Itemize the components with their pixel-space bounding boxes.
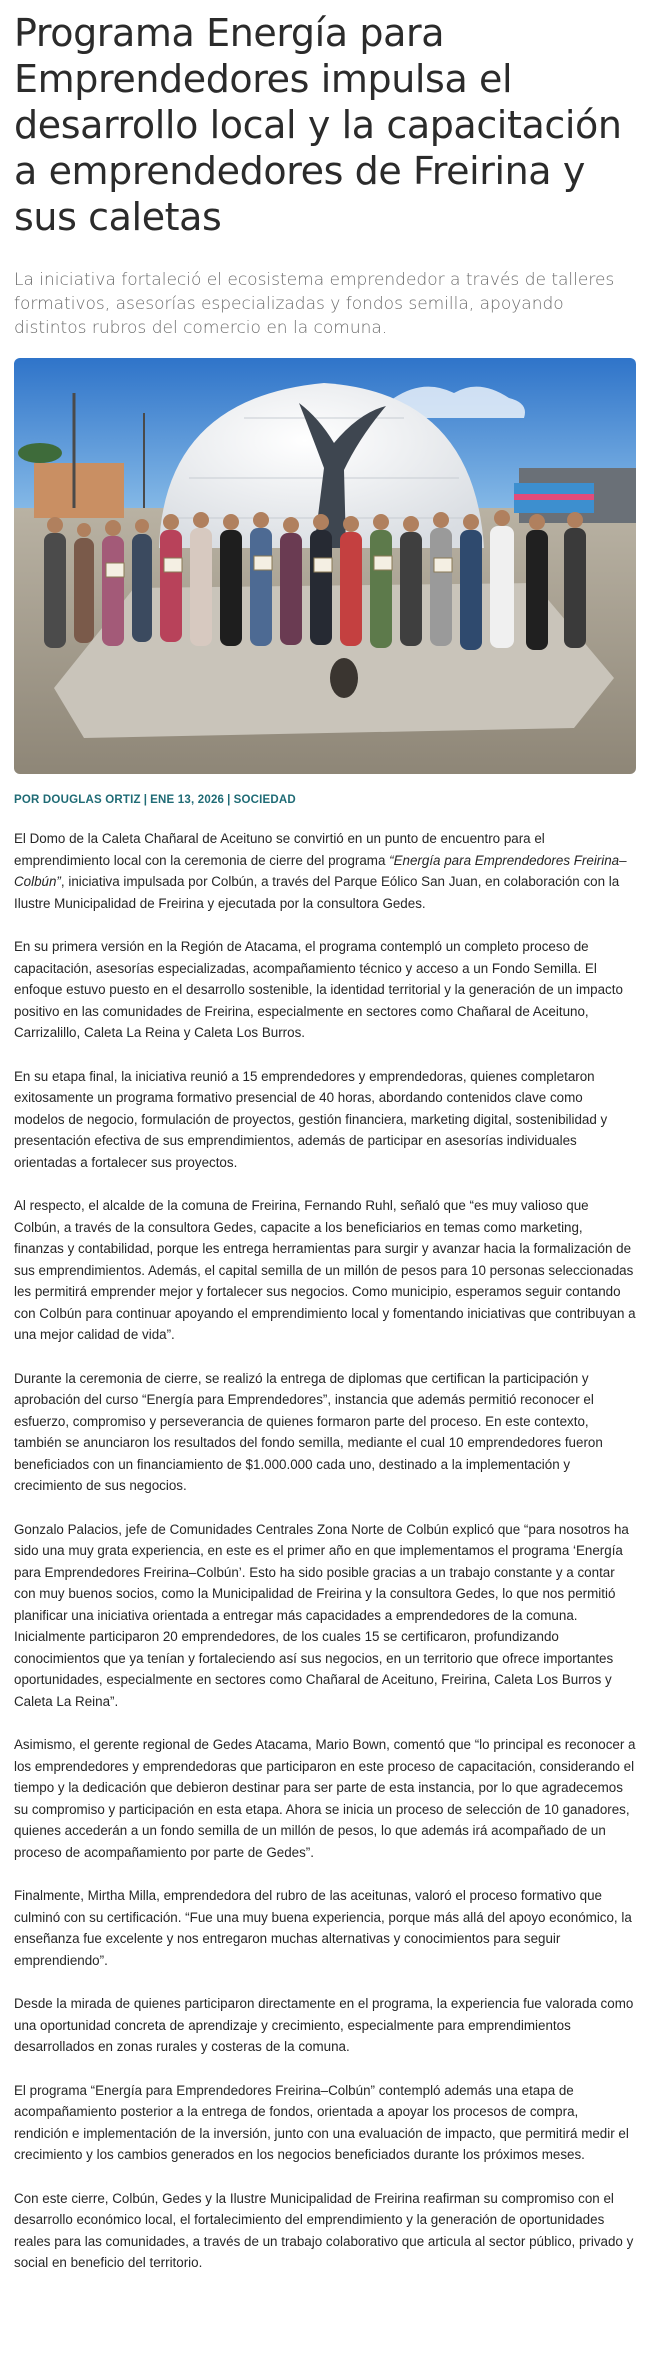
paragraph: Asimismo, el gerente regional de Gedes Atacama, Mario Bown, comentó que “lo principal es reconocer a los emprendedores y emprendedoras que participaron en este proceso de capacitación, considerando el tiempo y la dedicación que debieron destinar para ser parte de esta instancia, por lo que agradecemos su compromiso y participación en esta etapa. Ahora se inicia un proceso de selección de 10 ganadores, quienes accederán a un fondo semilla de un millón de pesos, lo que además irá acompañado de un proceso de acompañamiento por parte de Gedes”. bbox=[14, 1737, 636, 1860]
paragraph: Durante la ceremonia de cierre, se realizó la entrega de diplomas que certifican la participación y aprobación del curso “Energía para Emprendedores”, instancia que además permitió reconocer el esfuerzo, compromiso y perseverancia de quienes formaron parte del proceso. En este contexto, también se anunciaron los resultados del fondo semilla, mediante el cual 10 emprendedores fueron beneficiados con un financiamiento de $1.000.000 cada uno, destinado a la implementación y crecimiento de sus negocios. bbox=[14, 1370, 603, 1493]
paragraph: Desde la mirada de quienes participaron directamente en el programa, la experiencia fue valorada como una oportunidad concreta de aprendizaje y crecimiento, especialmente para emprendimientos desarrollados en zonas rurales y costeras de la comuna. bbox=[14, 1996, 634, 2054]
article-body bbox=[14, 828, 636, 2274]
mural-stripe bbox=[514, 494, 594, 500]
byline-date: ENE 13, 2026 bbox=[150, 794, 225, 806]
paragraph: Finalmente, Mirtha Milla, emprendedora del rubro de las aceitunas, valoró el proceso formativo que culminó con su certificación. “Fue una muy buena experiencia, porque más allá del apoyo económico, la enseñanza fue excelente y nos entregaron muchas alternativas y conocimientos para seguir emprendiendo”. bbox=[14, 1888, 632, 1968]
paragraph: En su etapa final, la iniciativa reunió a 15 emprendedores y emprendedoras, quienes completaron exitosamente un programa formativo presencial de 40 horas, abordando contenidos clave como modelos de negocio, formulación de proyectos, gestión financiera, marketing digital, sostenibilidad y presentación efectiva de sus emprendimientos, además de participar en asesorías individuales orientadas a fortalecer sus proyectos. bbox=[14, 1068, 608, 1170]
building-left bbox=[34, 463, 124, 518]
paragraph: En su primera versión en la Región de Atacama, el programa contempló un completo proceso de capacitación, asesorías especializadas, acompañamiento técnico y acceso a un Fondo Semilla. El enfoque estuvo puesto en el desarrollo sostenible, la identidad territorial y la generación de un impacto positivo en las comunidades de Freirina, especialmente en sectores como Chañaral de Aceituno, Carrizalillo, Caleta La Reina y Caleta Los Burros. bbox=[14, 939, 623, 1040]
article-lead: La iniciativa fortaleció el ecosistema emprendedor a través de talleres formativos, asesorías especializadas y fondos semilla, apoyando distintos rubros del comercio en la comuna. bbox=[14, 270, 615, 338]
paragraph: Con este cierre, Colbún, Gedes y la Ilustre Municipalidad de Freirina reafirman su compromiso con el desarrollo económico local, el fortalecimiento del emprendimiento y la generación de oportunidades reales para las comunidades, a través de un trabajo colaborativo que articula al sector público, privado y social en beneficio del territorio. bbox=[14, 2190, 634, 2270]
palm-tree bbox=[18, 443, 62, 463]
paragraph: Gonzalo Palacios, jefe de Comunidades Centrales Zona Norte de Colbún explicó que “para nosotros ha sido una muy grata experiencia, en este es el primer año en que implementamos el programa ‘Energía para Emprendedores Freirina–Colbún’. Esto ha sido posible gracias a un trabajo constante y a contar con muy buenos socios, como la Municipalidad de Freirina y la consultora Gedes, lo que nos permitió planificar una iniciativa orientada a entregar más capacidades a emprendedores de la comuna. Inicialmente participaron 20 emprendedores, de los cuales 15 se certificaron, profundizando conocimientos que ya tenían y fortaleciendo así sus negocios, en un territorio que ofrece importantes oportunidades, especialmente en sectores como Chañaral de Aceituno, Freirina, Caleta Los Burros y Caleta La Reina”. bbox=[14, 1521, 629, 1709]
byline-category[interactable]: SOCIEDAD bbox=[233, 794, 296, 806]
byline: POR DOUGLAS ORTIZ | ENE 13, 2026 | SOCIEDAD bbox=[14, 794, 296, 806]
byline-author[interactable]: POR DOUGLAS ORTIZ bbox=[14, 794, 141, 806]
paragraph: El programa “Energía para Emprendedores Freirina–Colbún” contempló además una etapa de acompañamiento posterior a la entrega de fondos, orientada a apoyar los procesos de compra, rendición e implementación de la inversión, junto con una evaluación de impacto, que permitirá medir el crecimiento y los cambios generados en los negocios beneficiados durante los próximos meses. bbox=[14, 2082, 629, 2162]
article-title: Programa Energía para Emprendedores impulsa el desarrollo local y la capacitación a emprendedores de Freirina y sus caletas bbox=[14, 11, 622, 239]
paragraph: Al respecto, el alcalde de la comuna de Freirina, Fernando Ruhl, señaló que “es muy valioso que Colbún, a través de la consultora Gedes, capacite a los beneficiarios en temas como marketing, finanzas y contabilidad, porque les entrega herramientas para surgir y avanzar hacia la formalización de sus emprendimientos. Además, el capital semilla de un millón de pesos para 10 personas seleccionadas les permitirá emprender mejor y fortalecer sus negocios. Como municipio, esperamos seguir contando con Colbún para continuar apoyando el emprendimiento local y fomentando iniciativas que contribuyan a una mejor calidad de vida”. bbox=[14, 1198, 636, 1342]
program-name-emphasis: “Energía para Emprendedores Freirina–Colbún” bbox=[14, 852, 627, 889]
paragraph: El Domo de la Caleta Chañaral de Aceituno se convirtió en un punto de encuentro para el emprendimiento local con la ceremonia de cierre del programa “Energía para Emprendedores Freirina–Colbún”, iniciativa impulsada por Colbún, a través del Parque Eólico San Juan, en colaboración con la Ilustre Municipalidad de Freirina y ejecutada por la consultora Gedes. bbox=[14, 831, 627, 911]
dog bbox=[330, 658, 358, 698]
article-hero-photo[interactable] bbox=[14, 358, 636, 774]
